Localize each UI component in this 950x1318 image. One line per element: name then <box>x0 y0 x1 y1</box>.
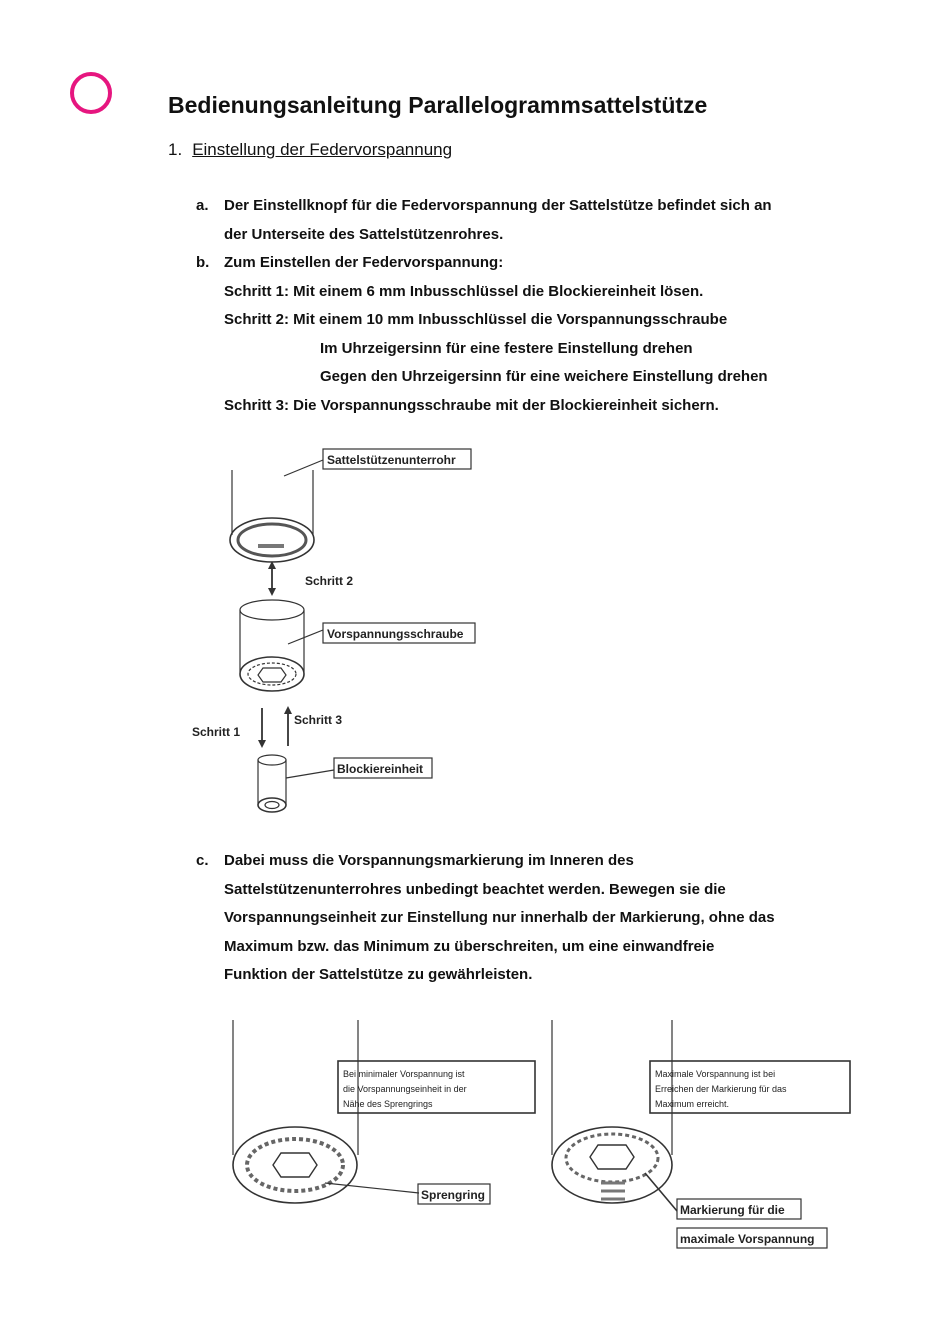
left-note-line-2: die Vorspannungseinheit in der <box>343 1084 467 1094</box>
item-c-line-3: Vorspannungseinheit zur Einstellung nur innerhalb der Markierung, ohne das <box>224 909 775 926</box>
label-screw: Vorspannungsschraube <box>327 627 464 641</box>
list-marker: a. <box>196 197 209 214</box>
label-marking-1: Markierung für die <box>680 1203 785 1217</box>
label-lock: Blockiereinheit <box>337 762 424 776</box>
label-step-3: Schritt 3 <box>294 713 343 727</box>
logo-circle <box>70 72 112 114</box>
list-marker: c. <box>196 852 209 869</box>
item-c-line-5: Funktion der Sattelstütze zu gewährleisten. <box>224 966 533 983</box>
exploded-view-figure <box>180 440 500 830</box>
section-number: 1. <box>168 140 183 159</box>
label-step-2: Schritt 2 <box>305 574 354 588</box>
right-note-line-1: Maximale Vorspannung ist bei <box>655 1069 776 1079</box>
item-b-line-1: Zum Einstellen der Federvorspannung: <box>224 254 504 271</box>
item-c-line-4: Maximum bzw. das Minimum zu überschreiten, um eine einwandfreie <box>224 937 715 955</box>
section-title: Einstellung der Federvorspannung <box>192 140 453 159</box>
item-b-step-2-counterclockwise: Gegen den Uhrzeigersinn für eine weichere Einstellung drehen <box>320 368 768 385</box>
label-marking-2: maximale Vorspannung <box>680 1232 815 1246</box>
label-tube: Sattelstützenunterrohr <box>327 453 456 467</box>
item-c-line-2: Sattelstützenunterrohres unbedingt beachtet werden. Bewegen sie die <box>224 880 726 898</box>
right-note-line-3: Maximum erreicht. <box>655 1099 730 1109</box>
list-marker: b. <box>196 254 210 271</box>
item-b-step-2: Schritt 2: Mit einem 10 mm Inbusschlüssel die Vorspannungsschraube <box>224 311 728 328</box>
label-step-1: Schritt 1 <box>192 725 241 739</box>
item-b-step-1: Schritt 1: Mit einem 6 mm Inbusschlüssel die Blockiereinheit lösen. <box>224 282 704 300</box>
item-b-step-3: Schritt 3: Die Vorspannungsschraube mit der Blockiereinheit sichern. <box>224 396 719 414</box>
preload-marking-figure <box>225 1015 865 1265</box>
section-heading <box>168 140 452 160</box>
left-note-line-1: Bei minimaler Vorspannung ist <box>343 1069 465 1079</box>
page-title: Bedienungsanleitung Parallelogrammsattelstütze <box>168 92 708 118</box>
right-note-line-2: Erreichen der Markierung für das <box>655 1084 787 1094</box>
label-ring: Sprengring <box>421 1188 486 1202</box>
item-c-line-1: Dabei muss die Vorspannungsmarkierung im Inneren des <box>224 852 634 869</box>
item-a-line-2: der Unterseite des Sattelstützenrohres. <box>224 225 504 243</box>
item-a-line-1: Der Einstellknopf für die Federvorspannung der Sattelstütze befindet sich an <box>224 197 772 214</box>
left-note-line-3: Nähe des Sprengrings <box>343 1099 433 1109</box>
item-b-step-2-clockwise: Im Uhrzeigersinn für eine festere Einstellung drehen <box>320 339 693 357</box>
